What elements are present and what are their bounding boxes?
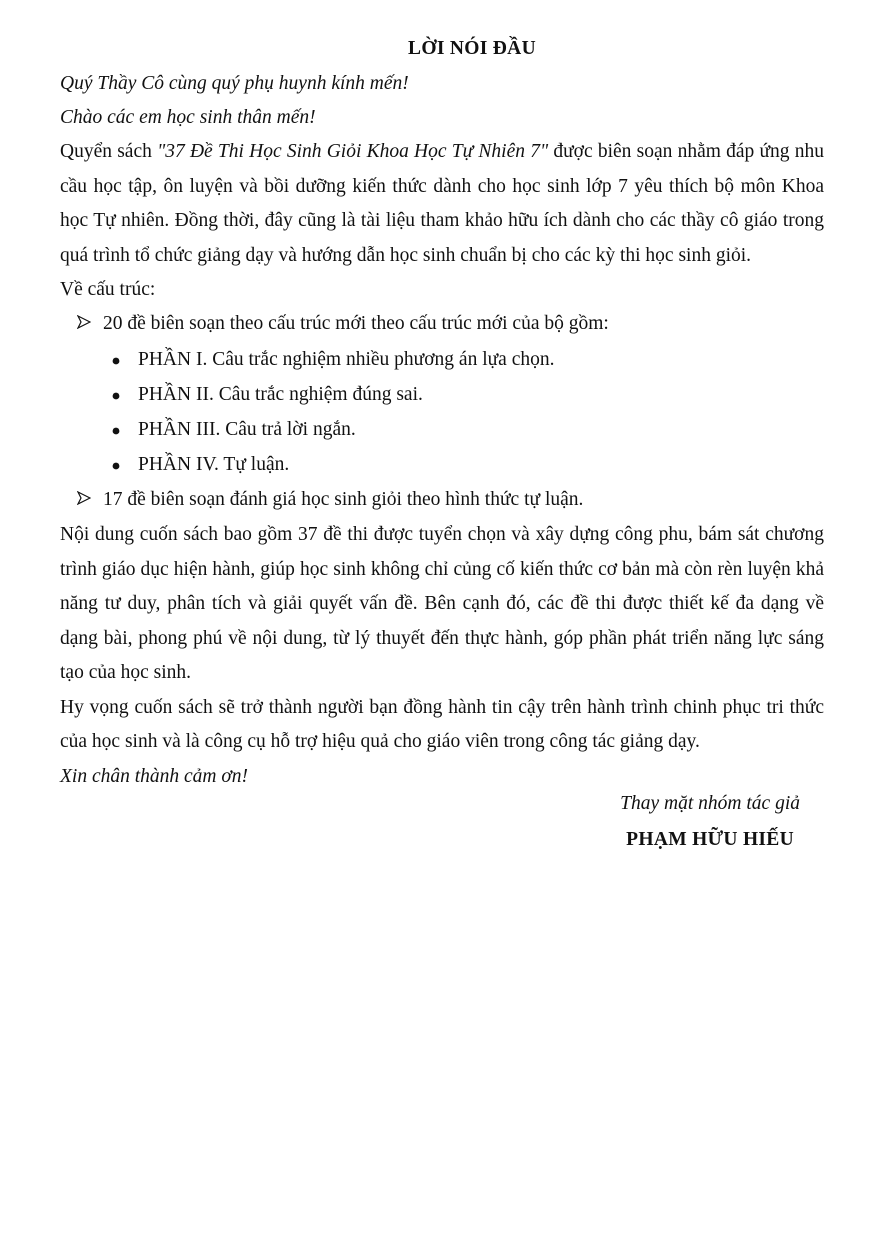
intro-rest: được biên soạn nhằm đáp ứng nhu cầu học tập, ôn luyện và bồi dưỡng kiến thức dành cho học sinh lớp 7 yêu thích bộ môn Khoa học Tự nhiên. Đồng thời, đây cũng là tài liệu tham khảo hữu ích dành cho các thầy cô giáo trong quá trình tổ chức giảng dạy và hướng dẫn học sinh chuẩn bị cho các kỳ thi học sinh giỏi. [60,141,824,266]
structure-item-text: 17 đề biên soạn đánh giá học sinh giỏi theo hình thức tự luận. [103,488,584,510]
round-bullet-icon [112,344,138,378]
intro-prefix: Quyển sách [60,141,158,162]
part-item [60,448,824,483]
greeting-teachers: Quý Thầy Cô cùng quý phụ huynh kính mến! [60,73,409,94]
content-paragraph: Nội dung cuốn sách bao gồm 37 đề thi được tuyển chọn và xây dựng công phu, bám sát chương trình giáo dục hiện hành, giúp học sinh không chỉ củng cố kiến thức cơ bản mà còn rèn luyện khả năng tư duy, phân tích và giải quyết vấn đề. Bên cạnh đó, các đề thi được thiết kế đa dạng về dạng bài, phong phú về nội dung, từ lý thuyết đến thực hành, góp phần phát triển năng lực sáng tạo của học sinh. [60,524,824,683]
arrowhead-bullet-icon [77,308,103,343]
structure-item-text: 20 đề biên soạn theo cấu trúc mới theo cấu trúc mới của bộ gồm: [103,313,609,334]
intro-paragraph [60,135,824,273]
book-title: "37 Đề Thi Học Sinh Giỏi Khoa Học Tự Nhiên 7" [157,141,549,162]
part-item [60,413,824,448]
signature-role: Thay mặt nhóm tác giả [620,793,800,814]
page-title: LỜI NÓI ĐẦU [408,38,536,59]
part-item-text: PHẦN II. Câu trắc nghiệm đúng sai. [138,383,423,405]
part-item-text: PHẦN III. Câu trả lời ngắn. [138,418,356,440]
signature-name: PHẠM HỮU HIẾU [626,829,794,850]
closing-line: Xin chân thành cảm ơn! [60,765,249,787]
hope-paragraph: Hy vọng cuốn sách sẽ trở thành người bạn đồng hành tin cậy trên hành trình chinh phục tri thức của học sinh và là công cụ hỗ trợ hiệu quả cho giáo viên trong công tác giảng dạy. [60,696,824,752]
round-bullet-icon [112,449,138,483]
structure-item [60,307,824,343]
structure-item [60,483,824,519]
round-bullet-icon [112,414,138,448]
part-item-text: PHẦN IV. Tự luận. [138,453,290,475]
structure-label: Về cấu trúc: [60,279,156,300]
round-bullet-icon [112,379,138,413]
part-item-text: PHẦN I. Câu trắc nghiệm nhiều phương án lựa chọn. [138,348,555,370]
signature-block [620,786,800,858]
part-item [60,343,824,378]
part-item [60,378,824,413]
arrowhead-bullet-icon [77,484,103,519]
greeting-students: Chào các em học sinh thân mến! [60,107,316,128]
